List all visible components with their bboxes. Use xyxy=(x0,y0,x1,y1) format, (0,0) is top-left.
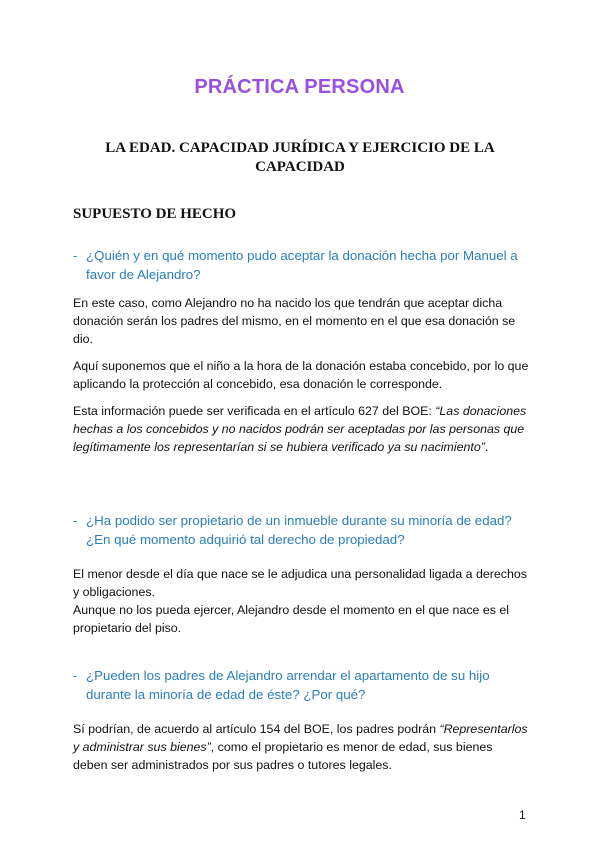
section-heading: SUPUESTO DE HECHO xyxy=(73,206,237,222)
paragraph: El menor desde el día que nace se le adjudica una personalidad ligada a derechos y obligaciones. xyxy=(73,567,527,599)
paragraph-end: . xyxy=(484,440,489,454)
page-number: 1 xyxy=(519,808,526,822)
question-2 xyxy=(73,511,533,549)
bullet-dash: - xyxy=(73,248,78,263)
paragraph-end: , como el propietario es menor de edad, sus bienes deben ser administrados por sus padres o tutores legales. xyxy=(73,740,493,772)
paragraph-lead: Esta información puede ser verificada en el artículo 627 del BOE: xyxy=(73,404,436,418)
bullet-dash: - xyxy=(73,668,78,683)
question-1 xyxy=(73,246,533,284)
paragraph-with-quote xyxy=(73,402,529,456)
paragraph: Aquí suponemos que el niño a la hora de la donación estaba concebido, por lo que aplicando la protección al concebido, esa donación le corresponde. xyxy=(73,359,529,391)
paragraph: En este caso, como Alejandro no ha nacido los que tendrán que aceptar dicha donación serán los padres del mismo, en el momento en el que esa donación se dio. xyxy=(73,296,516,346)
paragraph-lead: Sí podrían, de acuerdo al artículo 154 del BOE, los padres podrán xyxy=(73,722,440,736)
question-text: ¿Quién y en qué momento pudo aceptar la donación hecha por Manuel a favor de Alejandro? xyxy=(86,248,518,282)
legal-quote: “Las donaciones hechas a los concebidos y no nacidos podrán ser aceptadas por las personas que legítimamente los representarían si se hubiera verificado ya su nacimiento” xyxy=(73,404,527,454)
question-text: ¿Ha podido ser propietario de un inmueble durante su minoría de edad? ¿En qué momento adquirió tal derecho de propiedad? xyxy=(86,513,512,547)
question-3 xyxy=(73,666,533,704)
legal-quote: “Representarlos y administrar sus bienes” xyxy=(73,722,528,754)
document-subtitle: LA EDAD. CAPACIDAD JURÍDICA Y EJERCICIO DE LA CAPACIDAD xyxy=(105,140,495,175)
paragraph: Aunque no los pueda ejercer, Alejandro desde el momento en el que nace es el propietario del piso. xyxy=(73,603,510,635)
question-text: ¿Pueden los padres de Alejandro arrendar el apartamento de su hijo durante la minoría de edad de éste? ¿Por qué? xyxy=(86,668,490,702)
bullet-dash: - xyxy=(73,513,78,528)
paragraph-with-quote xyxy=(73,720,529,774)
document-title: PRÁCTICA PERSONA xyxy=(194,76,405,98)
